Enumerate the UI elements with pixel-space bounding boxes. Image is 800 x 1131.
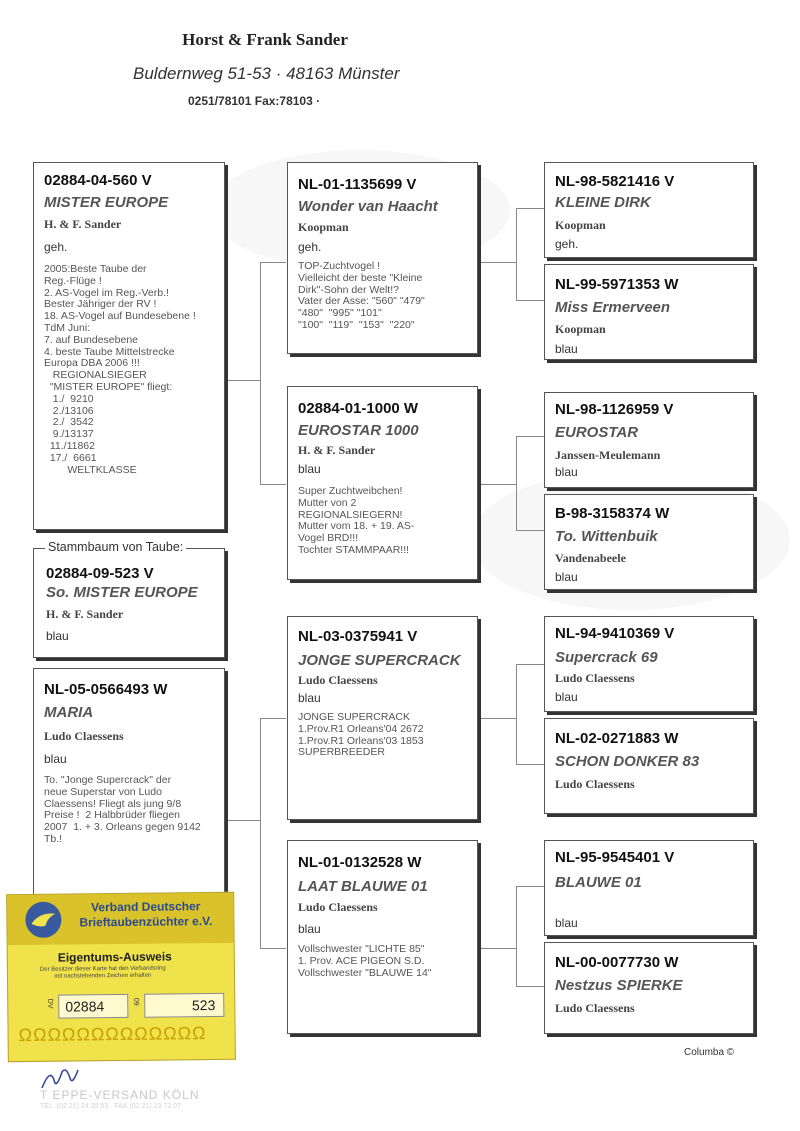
grandparent-color: blau: [555, 690, 578, 704]
connector-line: [516, 764, 544, 765]
pedigree-box-grandparent: [544, 718, 754, 814]
owner-name: Horst & Frank Sander: [182, 30, 348, 49]
card-year-label: 09: [132, 997, 140, 1006]
dam-notes: To. "Jonge Supercrack" der neue Superstar von Ludo Claessens! Fliegt als jung 9/8 Preise ! 2 Halbbrüder fliegen 2007 1. + 3. Orleans gegen 9142 Tb.!: [44, 774, 201, 845]
sire-breeder: H. & F. Sander: [44, 217, 122, 231]
connector-line: [516, 208, 544, 209]
grandparent-ring-number: NL-94-9410369 V: [555, 625, 675, 642]
card-ring-number: 523: [144, 993, 224, 1018]
connector-line: [516, 208, 517, 300]
grandparent-name: EUROSTAR: [555, 424, 639, 441]
parent-notes: JONGE SUPERCRACK 1.Prov.R1 Orleans'04 2672 1.Prov.R1 Orleans'03 1853 SUPERBREEDER: [298, 711, 424, 759]
grandparent-color: blau: [555, 570, 578, 584]
connector-line: [516, 886, 517, 986]
connector-line: [260, 262, 261, 484]
sire-ring-number: 02884-04-560 V: [44, 172, 152, 189]
parent-breeder: H. & F. Sander: [298, 443, 376, 457]
dam-name: MARIA: [44, 704, 94, 721]
sire-name: MISTER EUROPE: [44, 194, 169, 211]
grandparent-name: BLAUWE 01: [555, 874, 642, 891]
pedigree-box-parent: [287, 616, 478, 820]
owner-address: Buldernweg 51-53 · 48163 Münster: [133, 64, 400, 83]
pedigree-box-grandparent: [544, 494, 754, 590]
parent-ring-number: NL-01-1135699 V: [298, 176, 417, 193]
parent-notes: TOP-Zuchtvogel ! Vielleicht der beste "Kleine Dirk"-Sohn der Welt!? Vater der Asse: "560" "479" "480" "995" "101" "100" "119" "153" "220": [298, 260, 425, 331]
grandparent-color: blau: [555, 465, 578, 479]
parent-ring-number: NL-03-0375941 V: [298, 628, 418, 645]
grandparent-ring-number: NL-98-1126959 V: [555, 401, 674, 418]
card-dv-number: 02884: [58, 994, 128, 1019]
stammbaum-breeder: H. & F. Sander: [46, 607, 124, 621]
connector-line: [478, 262, 516, 263]
connector-line: [516, 886, 544, 887]
connector-line: [516, 664, 517, 764]
pedigree-box-grandparent: [544, 264, 754, 360]
connector-line: [260, 948, 286, 949]
grandparent-name: Nestzus SPIERKE: [555, 977, 683, 994]
grandparent-ring-number: NL-00-0077730 W: [555, 954, 679, 971]
connector-line: [478, 948, 516, 949]
sire-box: [33, 162, 225, 530]
grandparent-color: geh.: [555, 237, 579, 251]
connector-line: [478, 484, 516, 485]
grandparent-breeder: Ludo Claessens: [555, 1001, 635, 1015]
grandparent-name: Miss Ermerveen: [555, 299, 671, 316]
grandparent-color: blau: [555, 916, 578, 930]
connector-line: [516, 436, 544, 437]
sire-color: geh.: [44, 240, 68, 254]
grandparent-breeder: Ludo Claessens: [555, 777, 635, 791]
ownership-card: [6, 892, 236, 1062]
card-subtitle: Der Besitzer dieser Karte hat den Verbandsring mit nachstehenden Zeichen erhalten: [39, 965, 166, 980]
pedigree-box-grandparent: [544, 840, 754, 936]
pigeon-logo-icon: [25, 902, 61, 938]
parent-name: EUROSTAR 1000: [298, 422, 419, 439]
grandparent-name: To. Wittenbuik: [555, 528, 658, 545]
parent-color: blau: [298, 922, 321, 936]
pedigree-box-grandparent: [544, 162, 754, 258]
card-pattern: ΩΩΩΩΩΩΩΩΩΩΩΩΩ: [18, 1023, 207, 1046]
parent-color: blau: [298, 462, 321, 476]
connector-line: [260, 262, 286, 263]
grandparent-ring-number: NL-99-5971353 W: [555, 276, 679, 293]
parent-ring-number: NL-01-0132528 W: [298, 854, 422, 871]
pedigree-box-parent: [287, 386, 478, 580]
connector-line: [478, 718, 516, 719]
dam-color: blau: [44, 752, 67, 766]
connector-line: [516, 300, 544, 301]
dam-breeder: Ludo Claessens: [44, 729, 124, 743]
connector-line: [516, 436, 517, 530]
connector-line: [516, 530, 544, 531]
parent-breeder: Koopman: [298, 220, 349, 234]
parent-breeder: Ludo Claessens: [298, 900, 378, 914]
grandparent-ring-number: NL-02-0271883 W: [555, 730, 679, 747]
printer-contact: TEL. (02 21) 24 35 53 · FAX (02 21) 23 72 07: [40, 1103, 181, 1110]
connector-line: [516, 986, 544, 987]
stammbaum-color: blau: [46, 629, 69, 643]
pedigree-box-parent: [287, 840, 478, 1034]
grandparent-breeder: Vandenabeele: [555, 551, 626, 565]
parent-ring-number: 02884-01-1000 W: [298, 400, 419, 417]
printer-imprint: T EPPE-VERSAND KÖLN: [40, 1088, 200, 1102]
parent-notes: Vollschwester "LICHTE 85" 1. Prov. ACE PIGEON S.D. Vollschwester "BLAUWE 14": [298, 943, 432, 979]
connector-line: [260, 718, 261, 948]
connector-line: [225, 380, 260, 381]
stammbaum-box: [33, 548, 225, 658]
parent-name: Wonder van Haacht: [298, 198, 438, 215]
card-dv-label: DV: [46, 998, 54, 1009]
grandparent-breeder: Janssen-Meulemann: [555, 448, 661, 462]
dam-ring-number: NL-05-0566493 W: [44, 681, 168, 698]
pedigree-box-grandparent: [544, 392, 754, 488]
grandparent-ring-number: NL-98-5821416 V: [555, 173, 675, 190]
parent-color: geh.: [298, 240, 322, 254]
grandparent-ring-number: B-98-3158374 W: [555, 505, 670, 522]
sire-notes: 2005:Beste Taube der Reg.-Flüge ! 2. AS-Vogel im Reg.-Verb.! Bester Jähriger der RV ! 18. AS-Vogel auf Bundesebene ! TdM Juni: 7. auf Bundesebene 4. beste Taube Mittelstrecke Europa DBA 2006 !!! REGIONALSIEGER "MISTER EUROPE" fliegt: 1./ 9210 2./13106 2./ 3542 9./13137 11./11862 17./ 6661 WELTKLASSE: [44, 263, 196, 476]
grandparent-breeder: Koopman: [555, 322, 606, 336]
grandparent-ring-number: NL-95-9545401 V: [555, 849, 675, 866]
owner-phone: 0251/78101 Fax:78103 ·: [188, 94, 321, 108]
grandparent-name: SCHON DONKER 83: [555, 753, 700, 770]
grandparent-breeder: Ludo Claessens: [555, 671, 635, 685]
connector-line: [260, 484, 286, 485]
stammbaum-label: Stammbaum von Taube:: [45, 540, 186, 554]
pedigree-box-parent: [287, 162, 478, 354]
grandparent-breeder: Koopman: [555, 218, 606, 232]
grandparent-name: Supercrack 69: [555, 649, 658, 666]
pedigree-box-grandparent: [544, 942, 754, 1034]
connector-line: [260, 718, 286, 719]
parent-color: blau: [298, 691, 321, 705]
connector-line: [225, 820, 260, 821]
parent-notes: Super Zuchtweibchen! Mutter von 2 REGIONALSIEGERN! Mutter vom 18. + 19. AS- Vogel BRD!!! Tochter STAMMPAAR!!!: [298, 485, 415, 556]
parent-breeder: Ludo Claessens: [298, 673, 378, 687]
dam-box: [33, 668, 225, 916]
grandparent-name: KLEINE DIRK: [555, 194, 651, 211]
grandparent-color: blau: [555, 342, 578, 356]
connector-line: [516, 664, 544, 665]
pedigree-box-grandparent: [544, 616, 754, 712]
copyright-footer: Columba ©: [684, 1047, 735, 1058]
stammbaum-name: So. MISTER EUROPE: [46, 584, 198, 601]
card-title: Eigentums-Ausweis: [57, 949, 172, 965]
parent-name: JONGE SUPERCRACK: [298, 652, 461, 669]
card-organization: Verband Deutscher Brieftaubenzüchter e.V.: [79, 899, 213, 930]
stammbaum-ring-number: 02884-09-523 V: [46, 565, 154, 582]
parent-name: LAAT BLAUWE 01: [298, 878, 428, 895]
